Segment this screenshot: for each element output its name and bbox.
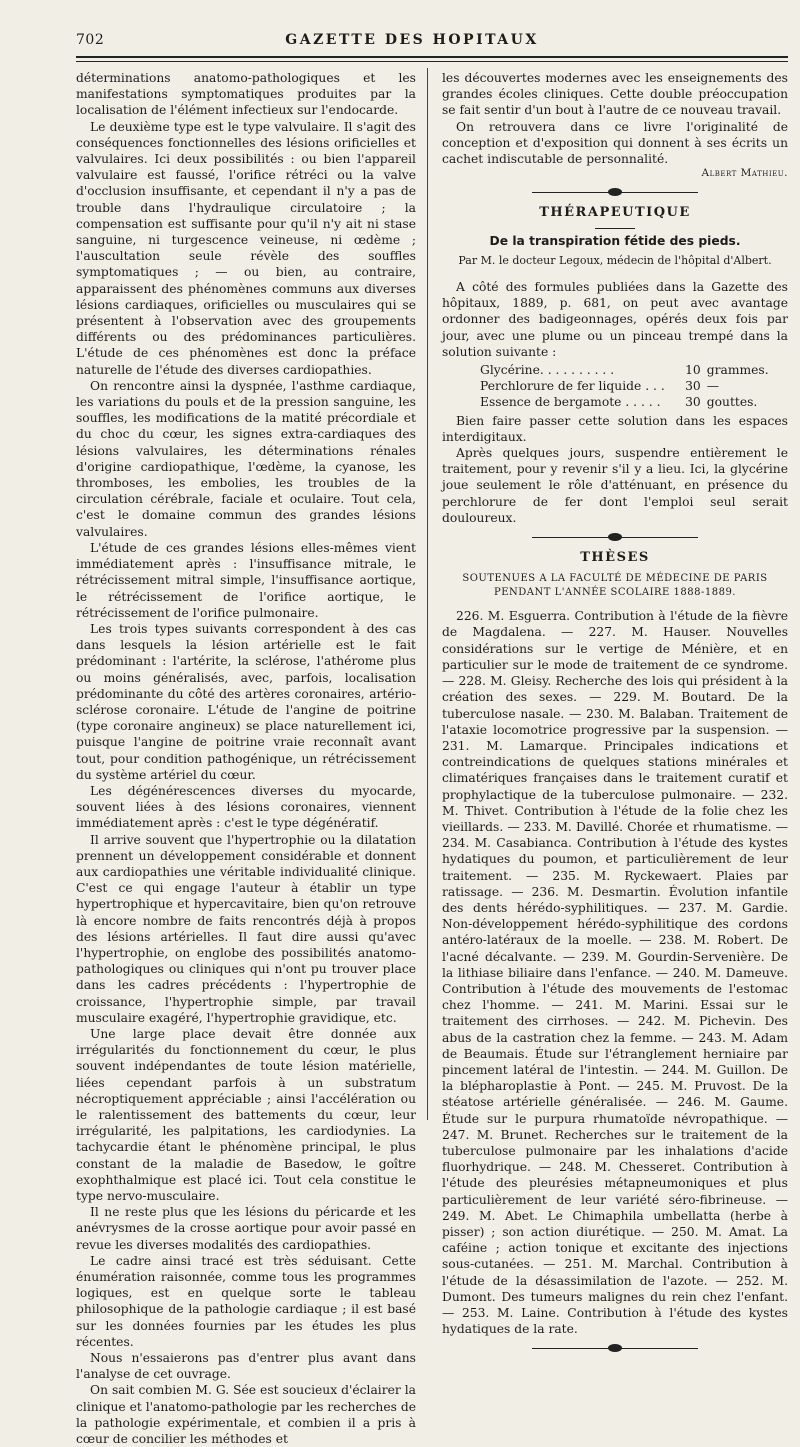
paragraph: Les dégénérescences diverses du myocarde, souvent liées à des lésions coronaires, viennent immédiatement après : c'est le type dégénératif. bbox=[76, 783, 416, 831]
article-title: De la transpiration fétide des pieds. bbox=[489, 233, 741, 248]
paragraph: Le cadre ainsi tracé est très séduisant. Cette énumération raisonnée, comme tous les programmes logiques, est en quelque sorte le tableau philosophique de la pathologie cardiaque ; il est basé sur les données fournies par les études les plus récentes. bbox=[76, 1253, 416, 1349]
theses-list: 226. M. Esguerra. Contribution à l'étude de la fièvre de Magdalena. — 227. M. Hauser. Nouvelles considérations sur le vertige de Ménière, et en particulier sur le mode de traitement de ce syndrome. — 228. M. Gleisy. Recherche des lois qui président à la création des sexes. — 229. M. Boutard. De la tuberculose nasale. — 230. M. Balaban. Traitement de l'ataxie locomotrice progressive par la suspension. — 231. M. Lamarque. Principales indications et contreindications de quelques stations minérales et climatériques françaises dans le traitement curatif et prophylactique de la tuberculose pulmonaire. — 232. M. Thivet. Contribution à l'étude de la folie chez les vieillards. — 233. M. Davillé. Chorée et rhumatisme. — 234. M. Casabianca. Contribution à l'étude des kystes hydatiques du poumon, et particulièrement de leur traitement. — 235. M. Ryckewaert. Plaies par ratissage. — 236. M. Desmartin. Évolution infantile des dents hérédo-syphilitiques. — 237. M. Gardie. Non-développement hérédo-syphilitique des cordons antéro-latéraux de la moelle. — 238. M. Robert. De l'acné décalvante. — 239. M. Gourdin-Servenière. De la lithiase biliaire dans l'enfance. — 240. M. Dameuve. Contribution à l'étude des mouvements de l'estomac chez l'homme. — 241. M. Marini. Essai sur le traitement des cirrhoses. — 242. M. Pichevin. Des abus de la castration chez la femme. — 243. M. Adam de Beaumais. Étude sur l'étranglement herniaire par pincement latéral de l'intestin. — 244. M. Guillon. De la blépharoplastie à Pont. — 245. M. Pruvost. De la stéatose artérielle généralisée. — 246. M. Gaume. Étude sur le purpura rhumatoïde névropathique. — 247. M. Brunet. Recherches sur le traitement de la tuberculose pulmonaire par les inhalations d'acide fluorhydrique. — 248. M. Chesseret. Contribution à l'étude des pleurésies métapneumoniques et plus particulièrement de leur variété séro-fibrineuse. — 249. M. Abet. Le Chimaphila umbellatta (herbe à pisser) ; son action diurétique. — 250. M. Amat. La caféine ; action tonique et excitante des injections sous-cutanées. — 251. M. Marchal. Contribution à l'étude de la désassimilation de l'azote. — 252. M. Dumont. Des tumeurs malignes du rein chez l'enfant. — 253. M. Laine. Contribution à l'étude des kystes hydatiques de la rate. bbox=[442, 609, 788, 1337]
section-ornament bbox=[442, 185, 788, 201]
recipe-unit: gouttes. bbox=[706, 395, 758, 410]
short-rule bbox=[595, 228, 635, 229]
theses-subtitle-line: PENDANT L'ANNÉE SCOLAIRE 1888-1889. bbox=[494, 587, 736, 599]
page-header bbox=[36, 32, 788, 54]
recipe-ingredient: Perchlorure de fer liquide . . . bbox=[480, 379, 665, 394]
paragraph: les découvertes modernes avec les enseignements des grandes écoles cliniques. Cette double préoccupation se fait sentir d'un bout à l'autre de ce nouveau travail. bbox=[442, 71, 788, 118]
paragraph: Nous n'essaierons pas d'entrer plus avant dans l'analyse de cet ouvrage. bbox=[76, 1351, 416, 1382]
paragraph: L'étude de ces grandes lésions elles-mêmes vient immédiatement après : l'insuffisance mitrale, le rétrécissement mitral simple, l'insuffisance aortique, le rétrécissement de l'orifice aortique, le rétrécissement de l'orifice pulmonaire. bbox=[76, 540, 416, 620]
paragraph: Il ne reste plus que les lésions du péricarde et les anévrysmes de la crosse aortique pour avoir passé en revue les diverses modalités des cardiopathies. bbox=[76, 1205, 416, 1252]
article-byline: Par M. le docteur Legoux, médecin de l'hôpital d'Albert. bbox=[458, 253, 772, 267]
header-rule-thick bbox=[76, 56, 788, 58]
recipe-qty: 10 bbox=[685, 363, 701, 378]
section-ornament bbox=[442, 530, 788, 546]
theses-subtitle bbox=[442, 572, 788, 600]
paragraph: Il arrive souvent que l'hypertrophie ou la dilatation prennent un développement considérable et donnent aux cardiopathies une véritable individualité clinique. C'est ce qui engage l'auteur à établir un type hypertrophique et hypercavitaire, bien qu'on retrouve là encore nombre de faits rencontrés déjà à propos des lésions artérielles. Il faut dire aussi qu'avec l'hypertrophie, on englobe des possibilités anatomo-pathologiques ou cliniques qui n'ont pu trouver place dans les cadres précédents : l'hypertrophie de croissance, l'hypertrophie simple, par travail musculaire exagéré, l'hypertrophie gravidique, etc. bbox=[76, 832, 416, 1025]
paragraph: On rencontre ainsi la dyspnée, l'asthme cardiaque, les variations du pouls et de la pression sanguine, les souffles, les modifications de la matité précordiale et du choc du cœur, les signes extra-cardiaques des lésions valvulaires, les déterminations rénales d'origine cardiopathique, l'œdème, la cyanose, les thromboses, les embolies, les troubles de la circulation cérébrale, faciale et oculaire. Tout cela, c'est le domaine commun des grandes lésions valvulaires. bbox=[76, 378, 416, 539]
header-rule-thin bbox=[76, 61, 788, 62]
recipe-qty: 30 bbox=[685, 395, 701, 410]
column-divider bbox=[427, 68, 428, 1120]
section-title: THÉRAPEUTIQUE bbox=[539, 205, 691, 221]
author-signature: Albert Mathieu. bbox=[701, 167, 788, 180]
paragraph: Une large place devait être donnée aux irrégularités du fonctionnement du cœur, le plus souvent indépendantes de toute lésion matérielle, liées cependant parfois à un substratum nécroptiquement appréciable ; ainsi l'accélération ou le ralentissement des battements du cœur, leur irrégularité, les palpitations, les cardiodynies. La tachycardie étant le phénomène principal, le plus constant de la maladie de Basedow, le goître exophthalmique est placé ici. Tout cela constitue le type nervo-musculaire. bbox=[76, 1026, 416, 1204]
paragraph: Les trois types suivants correspondent à des cas dans lesquels la lésion artérielle est le fait prédominant : l'artérite, la sclérose, l'athérome plus ou moins généralisés, avec, parfois, localisation prédominante du côté des artères coronaires, artério-sclérose coronaire. L'étude de l'angine de poitrine (type coronaire angineux) se place naturellement ici, puisque l'angine de poitrine vraie reconnaît avant tout, pour condition pathogénique, un rétrécissement du système artériel du cœur. bbox=[76, 621, 416, 782]
recipe-row bbox=[480, 378, 769, 394]
newspaper-page bbox=[36, 0, 788, 1447]
page-number: 702 bbox=[76, 32, 105, 48]
paragraph: Le deuxième type est le type valvulaire. Il s'agit des conséquences fonctionnelles des lésions orificielles et valvulaires. Ici deux possibilités : ou bien l'appareil valvulaire est faussé, l'orifice rétréci ou la valve d'occlusion insuffisante, et cependant il n'y a pas de trouble dans l'hydraulique circulatoire ; la compensation est suffisante pour qu'il n'y ait ni stase sanguine, ni turgescence veineuse, ni œdème ; l'auscultation seule révèle des souffles symptomatiques ; — ou bien, au contraire, apparaissent des phénomènes communs aux diverses lésions cardiaques, orificielles ou musculaires qui se présentent à l'observation avec des groupements différents ou des prédominances particulières. L'étude de ces phénomènes est donc la préface naturelle de l'étude des diverses cardiopathies. bbox=[76, 119, 416, 377]
recipe-table bbox=[480, 362, 769, 411]
theses-subtitle-line: SOUTENUES A LA FACULTÉ DE MÉDECINE DE PARIS bbox=[462, 573, 768, 585]
article-intro: A côté des formules publiées dans la Gazette des hôpitaux, 1889, p. 681, on peut avec avantage ordonner des badigeonnages, opérés deux fois par jour, avec une plume ou un pinceau trempé dans la solution suivante : bbox=[442, 280, 788, 359]
section-ornament bbox=[442, 1341, 788, 1357]
paragraph: déterminations anatomo-pathologiques et les manifestations symptomatiques produites par la localisation de l'élément infectieux sur l'endocarde. bbox=[76, 71, 416, 118]
recipe-ingredient: Glycérine. . . . . . . . . . bbox=[480, 363, 615, 378]
recipe-unit: grammes. bbox=[706, 363, 769, 378]
journal-title: GAZETTE DES HOPITAUX bbox=[285, 32, 539, 48]
recipe-row bbox=[480, 362, 769, 378]
left-column bbox=[76, 70, 416, 1447]
paragraph: Bien faire passer cette solution dans les espaces interdigitaux. bbox=[442, 413, 788, 444]
recipe-qty: 30 bbox=[685, 379, 701, 394]
right-column bbox=[442, 70, 788, 1361]
recipe-unit: — bbox=[706, 379, 720, 394]
paragraph: On sait combien M. G. Sée est soucieux d'éclairer la clinique et l'anatomo-pathologie par les recherches de la pathologie expérimentale, et combien il a pris à cœur de concilier les méthodes et bbox=[76, 1383, 416, 1447]
theses-title: THÈSES bbox=[580, 550, 650, 566]
recipe-ingredient: Essence de bergamote . . . . . bbox=[480, 395, 661, 410]
paragraph: On retrouvera dans ce livre l'originalité de conception et d'exposition qui donnent à ses écrits un cachet indiscutable de personnalité. bbox=[442, 119, 788, 167]
paragraph: Après quelques jours, suspendre entièrement le traitement, pour y revenir s'il y a lieu. Ici, la glycérine joue seulement le rôle d'atténuant, en présence du perchlorure de fer dont l'emploi seul serait douloureux. bbox=[442, 446, 788, 525]
recipe-row bbox=[480, 394, 769, 410]
